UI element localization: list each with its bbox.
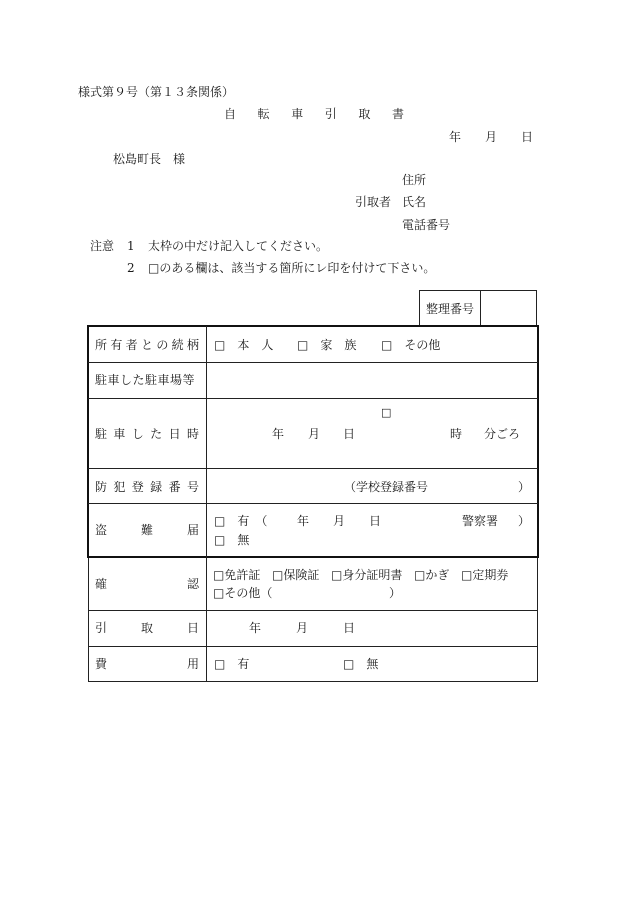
title-char: 引 [324,107,337,121]
label-char: 防 [95,480,108,494]
school-registration-close: ） [518,480,531,494]
label-char: 車 [113,427,126,441]
label-char: た [150,427,163,441]
label-char: 駐 [95,427,108,441]
receiver-label: 引取者 [355,195,392,209]
confirm-commuter-pass[interactable]: □定期券 [461,568,509,582]
title-char: 書 [391,107,404,121]
confirm-insurance[interactable]: □保険証 [272,568,320,582]
note2-text: □のある欄は、該当する箇所にレ印を付けて下さい。 [148,261,436,275]
theft-police-station: 警察署 [462,514,499,528]
label-char: 盗 [95,523,108,537]
theft-option-yes[interactable]: □ 有 （ [214,514,268,528]
name-label: 氏名 [402,195,427,209]
pickup-label [95,622,199,634]
label-char: 有 [110,338,123,352]
row-divider [88,646,538,647]
theft-option-no[interactable]: □ 無 [214,533,250,547]
confirm-other-close: ） [389,586,402,600]
management-number-label: 整理番号 [426,302,475,316]
datetime-label [95,428,199,440]
label-char: 日 [168,427,181,441]
title-char: 取 [358,107,371,121]
label-char: 用 [186,657,199,671]
addressee: 松島町長 様 [113,152,186,166]
label-char: 費 [95,657,108,671]
row-divider [88,398,538,399]
column-divider [206,326,207,682]
datetime-hour: 時 [450,427,463,441]
theft-year: 年 [297,514,310,528]
label-char: 録 [150,480,163,494]
label-char: 登 [131,480,144,494]
label-char: 番 [168,480,181,494]
row-divider [88,362,538,363]
label-char: 認 [186,577,199,591]
label-char: し [131,427,144,441]
datetime-minute: 分ごろ [484,427,521,441]
label-char: 時 [186,427,199,441]
school-registration-open: （学校登録番号 [344,480,429,494]
confirm-license[interactable]: □免許証 [213,568,261,582]
relation-option-self[interactable]: □ 本 人 [214,338,274,352]
date-month-label: 月 [485,130,498,144]
page-title [224,108,404,120]
datetime-month: 月 [308,427,321,441]
label-char: 難 [140,523,153,537]
datetime-year: 年 [272,427,285,441]
label-char: 引 [95,621,108,635]
registration-label [95,481,199,493]
label-char: 者 [125,338,138,352]
pickup-day: 日 [343,621,356,635]
theft-label [95,524,199,536]
confirm-id-card[interactable]: □身分証明書 [331,568,403,582]
row-divider [88,610,538,611]
theft-day: 日 [369,514,382,528]
label-char: の [156,338,169,352]
notes-heading: 注意 [90,239,115,253]
fee-label [95,658,199,670]
label-char: 確 [95,577,108,591]
label-char: 柄 [186,338,199,352]
title-char: 自 [224,107,237,121]
note1-number: 1 [127,239,135,253]
management-number-value[interactable] [486,303,532,317]
label-char: と [140,338,153,352]
datetime-checkbox[interactable]: □ [381,406,392,419]
fee-option-no[interactable]: □ 無 [343,657,379,671]
pickup-month: 月 [296,621,309,635]
note2-number: 2 [127,261,135,275]
label-char: 続 [171,338,184,352]
parking-label: 駐車した駐車場等 [95,373,196,387]
label-char: 日 [186,621,199,635]
title-char: 転 [257,107,270,121]
fee-option-yes[interactable]: □ 有 [214,657,250,671]
label-char: 号 [186,480,199,494]
label-char: 犯 [113,480,126,494]
row-divider [88,503,538,504]
datetime-day: 日 [343,427,356,441]
confirm-other-open[interactable]: □その他（ [213,586,273,600]
confirm-label [95,578,199,590]
theft-close-paren: ） [518,514,531,528]
phone-label: 電話番号 [402,218,451,232]
relation-label [95,339,199,351]
relation-option-family[interactable]: □ 家 族 [297,338,357,352]
date-year-label: 年 [449,130,462,144]
note1-text: 太枠の中だけ記入してください。 [148,239,329,253]
date-day-label: 日 [521,130,534,144]
label-char: 所 [95,338,108,352]
theft-month: 月 [333,514,346,528]
address-label: 住所 [402,173,427,187]
relation-option-other[interactable]: □ その他 [381,338,441,352]
pickup-year: 年 [249,621,262,635]
confirm-key[interactable]: □かぎ [414,568,450,582]
label-char: 取 [140,621,153,635]
parking-value[interactable] [212,370,532,392]
title-char: 車 [291,107,304,121]
label-char: 届 [186,523,199,537]
form-number: 様式第９号（第１３条関係） [78,85,235,99]
row-divider [88,468,538,469]
